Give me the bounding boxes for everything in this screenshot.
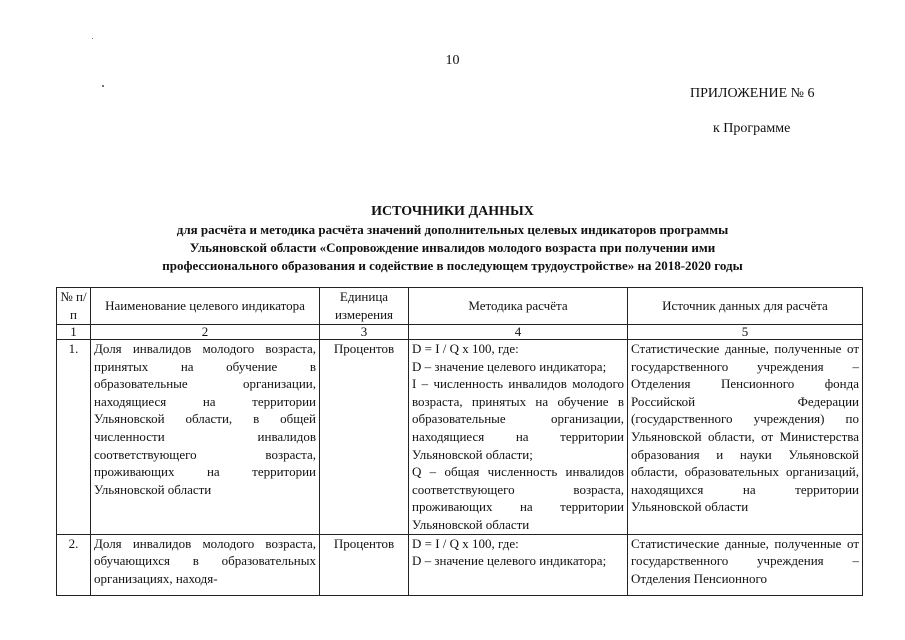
- method-line: D = I / Q х 100, где:: [412, 341, 519, 356]
- page-number: 10: [445, 53, 460, 68]
- method-line: I – численность инвалидов молодого возраста, принятых на обучение в образовательные организации, находящиеся на территории Ульяновской области;: [412, 376, 624, 462]
- method-line: D – значение целевого индикатора;: [412, 553, 607, 569]
- table-header-row: [57, 288, 863, 325]
- program-reference: к Программе: [713, 121, 791, 136]
- indicator-name: Доля инвалидов молодого возраста, обучающихся в образовательных организациях, находя-: [91, 534, 320, 595]
- table-row: [57, 340, 863, 535]
- header-source: Источник данных для расчёта: [628, 288, 863, 325]
- subtitle-line: профессионального образования и содействие в последующем трудоустройстве» на 2018-2020 годы: [162, 258, 743, 273]
- table-row: [57, 534, 863, 595]
- row-number: 1.: [57, 340, 91, 535]
- method-cell: [409, 340, 628, 535]
- method-line: D = I / Q х 100, где:: [412, 535, 519, 551]
- column-number: 3: [320, 325, 409, 340]
- column-number: 4: [409, 325, 628, 340]
- unit-cell: Процентов: [320, 340, 409, 535]
- method-cell: [409, 534, 628, 595]
- source-cell: Статистические данные, полученные от государственного учреждения – Отделения Пенсионного: [628, 534, 863, 595]
- source-cell: Статистические данные, полученные от государственного учреждения – Отделения Пенсионного фонда Российской Федерации (государственного учреждения) по Ульяновской области, от Министерства образования и науки Ульяновской области, образовательных организаций, находящихся на территории Ульяновской области: [628, 340, 863, 535]
- header-method: Методика расчёта: [409, 288, 628, 325]
- header-num: № п/п: [57, 288, 91, 325]
- column-number: 5: [628, 325, 863, 340]
- header-name: Наименование целевого индикатора: [91, 288, 320, 325]
- scan-speck: [102, 85, 104, 87]
- column-number: 2: [91, 325, 320, 340]
- indicators-table: [56, 287, 863, 596]
- appendix-label: ПРИЛОЖЕНИЕ № 6: [690, 86, 815, 101]
- column-number-row: [57, 325, 863, 340]
- subtitle-line: для расчёта и методика расчёта значений дополнительных целевых индикаторов программы: [176, 222, 729, 237]
- column-number: 1: [57, 325, 91, 340]
- unit-cell: Процентов: [320, 534, 409, 595]
- method-line: Q – общая численность инвалидов соответствующего возраста, проживающих на территории Ульяновской области: [412, 464, 624, 532]
- document-subtitle: [30, 221, 875, 275]
- document-title: ИСТОЧНИКИ ДАННЫХ: [371, 204, 534, 219]
- method-line: D – значение целевого индикатора;: [412, 358, 607, 374]
- row-number: 2.: [57, 534, 91, 595]
- header-unit: Единица измерения: [320, 288, 409, 325]
- subtitle-line: Ульяновской области «Сопровождение инвалидов молодого возраста при получении ими: [189, 240, 716, 255]
- indicator-name: Доля инвалидов молодого возраста, принятых на обучение в образовательные организации, находящиеся на территории Ульяновской области, в общей численности инвалидов соответствующего возраста, проживающих на территории Ульяновской области: [91, 340, 320, 535]
- scan-speck: [92, 38, 93, 39]
